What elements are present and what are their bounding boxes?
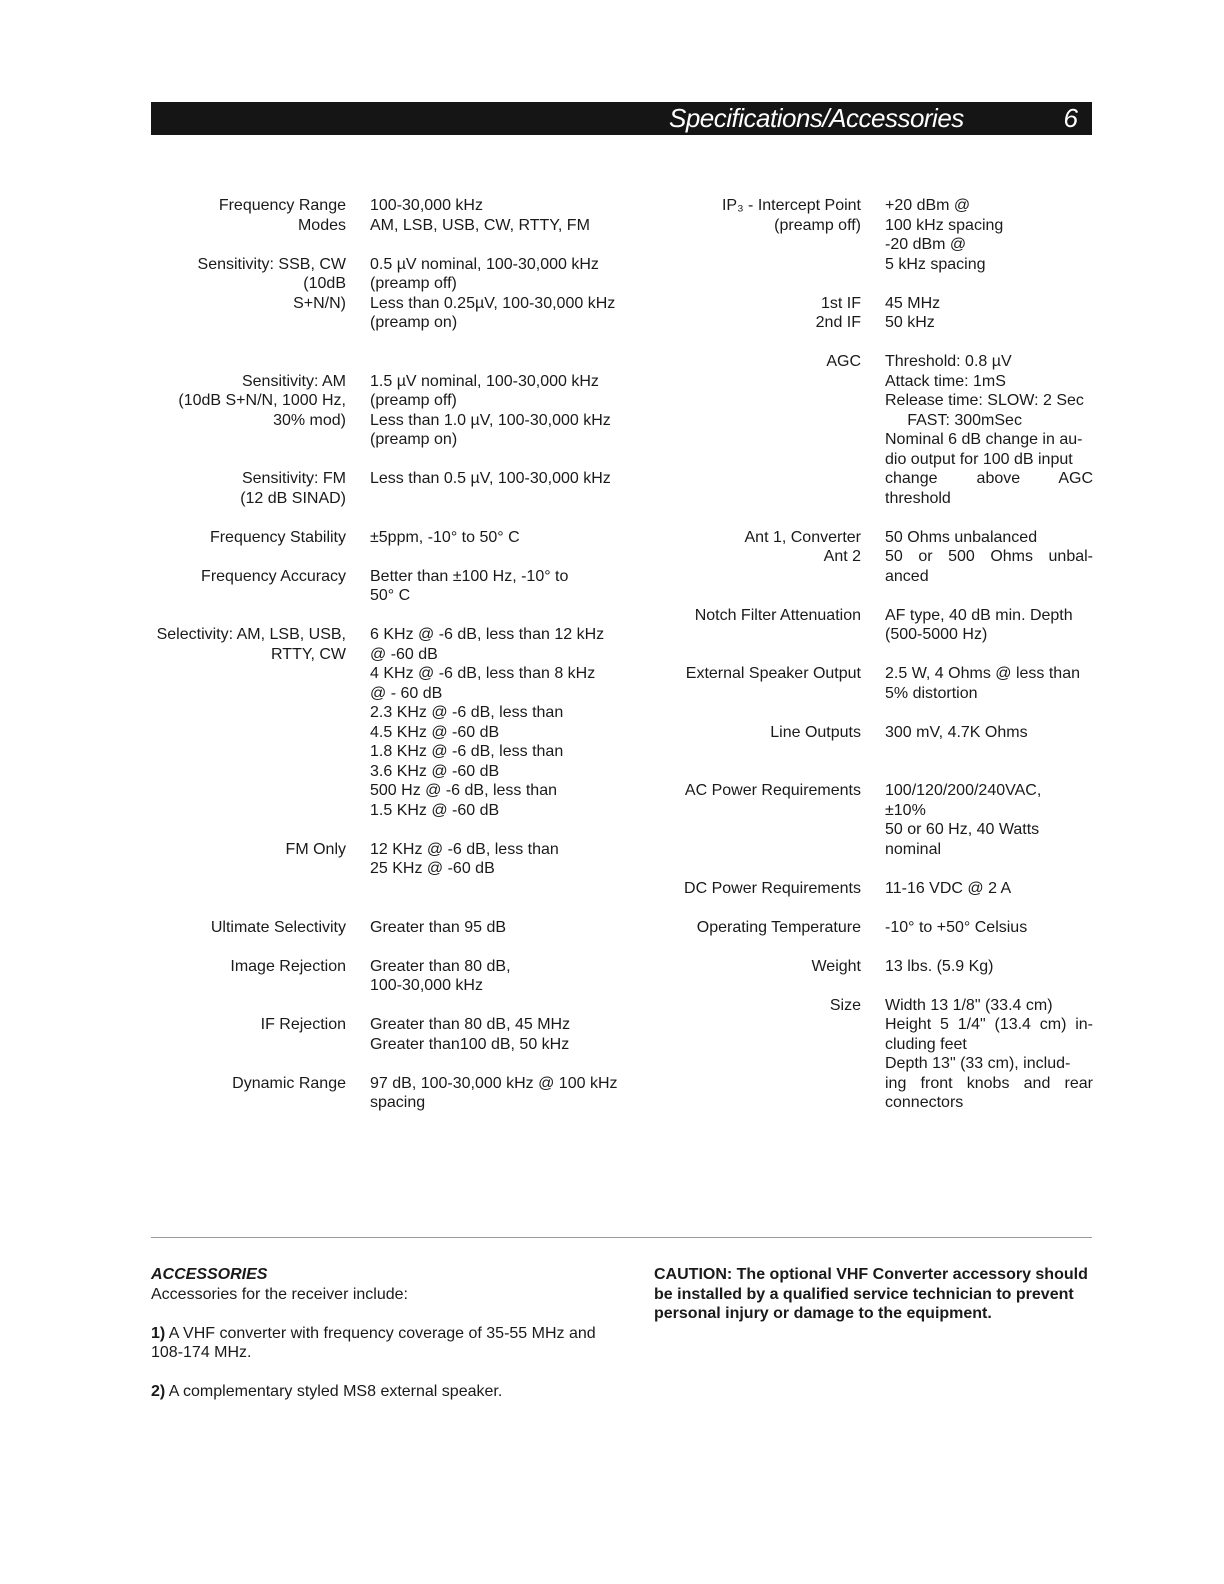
spec-value-line: @ -60 dB bbox=[370, 645, 438, 663]
spec-label-line: IP₃ - Intercept Point bbox=[721, 197, 861, 214]
spec-value-line: 100-30,000 kHz bbox=[370, 977, 483, 994]
spec-label bbox=[660, 196, 885, 274]
spec-value-line bbox=[370, 333, 631, 353]
spec-value-line: Attack time: 1mS bbox=[885, 372, 1006, 390]
spec-row bbox=[151, 918, 631, 938]
spec-value-line bbox=[885, 742, 1093, 762]
section-divider bbox=[151, 1237, 1092, 1238]
spec-label-line: FM Only bbox=[285, 840, 346, 858]
spec-value bbox=[370, 255, 631, 353]
spec-value-line: dio output for 100 dB input bbox=[885, 450, 1073, 468]
spec-row bbox=[660, 879, 1093, 899]
spec-label bbox=[151, 918, 370, 938]
spec-value-line: Less than 0.5 µV, 100-30,000 kHz bbox=[370, 470, 611, 487]
spec-value-line: (preamp off) bbox=[370, 275, 457, 292]
spec-value bbox=[885, 528, 1093, 587]
spec-value-line: nominal bbox=[885, 840, 942, 858]
spec-row bbox=[151, 625, 631, 820]
spec-row bbox=[660, 918, 1093, 938]
spec-value-line: 500 Hz @ -6 dB, less than bbox=[370, 782, 557, 799]
spec-value-line: threshold bbox=[885, 489, 951, 507]
spec-row bbox=[660, 723, 1093, 762]
spec-label-line: Sensitivity: FM bbox=[241, 470, 346, 487]
spec-value-line: 97 dB, 100-30,000 kHz @ 100 kHz bbox=[370, 1074, 618, 1092]
spec-value-line: 100 kHz spacing bbox=[885, 216, 1004, 234]
spec-value-line: Release time: SLOW: 2 Sec bbox=[885, 392, 1084, 409]
spec-label bbox=[151, 1015, 370, 1054]
accessory-item-2-text: A complementary styled MS8 external speaker. bbox=[168, 1383, 503, 1400]
spec-value-line: 50° C bbox=[370, 587, 411, 604]
spec-label-line: Size bbox=[829, 996, 861, 1014]
spec-label-line: 1st IF bbox=[820, 294, 861, 312]
page-title: Specifications/Accessories bbox=[669, 103, 964, 133]
spec-value bbox=[370, 840, 631, 899]
spec-label-line: AC Power Requirements bbox=[684, 782, 861, 799]
spec-label-line: Operating Temperature bbox=[696, 918, 861, 936]
spec-value-line: AM, LSB, USB, CW, RTTY, FM bbox=[370, 216, 590, 234]
spec-value-line: 5% distortion bbox=[885, 684, 978, 702]
spec-value-line: 50 kHz bbox=[885, 314, 935, 331]
spec-label bbox=[660, 606, 885, 645]
spec-value bbox=[885, 879, 1093, 899]
spec-label-line: (10dB S+N/N, 1000 Hz, bbox=[178, 392, 346, 409]
accessories-intro: Accessories for the receiver include: bbox=[151, 1285, 408, 1303]
spec-value bbox=[885, 664, 1093, 703]
spec-value-line: Nominal 6 dB change in au- bbox=[885, 431, 1083, 448]
spec-value-line: 5 kHz spacing bbox=[885, 255, 986, 273]
spec-value bbox=[885, 352, 1093, 508]
spec-row bbox=[151, 372, 631, 450]
spec-label-line: S+N/N) bbox=[293, 294, 346, 312]
spec-value-line: anced bbox=[885, 567, 929, 585]
spec-value-line: Better than ±100 Hz, -10° to bbox=[370, 567, 569, 585]
spec-label-line: Notch Filter Attenuation bbox=[694, 606, 861, 624]
spec-value-line: 6 KHz @ -6 dB, less than 12 kHz bbox=[370, 626, 605, 643]
spec-row bbox=[660, 196, 1093, 274]
spec-value-line: connectors bbox=[885, 1094, 964, 1111]
spec-value-line: 11-16 VDC @ 2 A bbox=[885, 879, 1012, 897]
spec-label bbox=[151, 196, 370, 235]
spec-label bbox=[660, 957, 885, 977]
spec-value-line: -20 dBm @ bbox=[885, 236, 967, 253]
spec-value bbox=[885, 918, 1093, 938]
spec-row bbox=[660, 781, 1093, 859]
spec-value-line: FAST: 300mSec bbox=[885, 411, 1022, 429]
spec-value-line: 2.3 KHz @ -6 dB, less than bbox=[370, 704, 564, 721]
spec-value-line: 100/120/200/240VAC, bbox=[885, 782, 1042, 799]
spec-value bbox=[885, 294, 1093, 333]
spec-value-line: -10° to +50° Celsius bbox=[885, 918, 1028, 936]
spec-value-line: 0.5 µV nominal, 100-30,000 kHz bbox=[370, 255, 599, 273]
spec-value-line: 50 or 500 Ohms unbal- bbox=[885, 548, 1093, 565]
spec-value bbox=[885, 606, 1093, 645]
spec-value-line: Greater than 80 dB, 45 MHz bbox=[370, 1016, 571, 1033]
spec-label-line: RTTY, CW bbox=[271, 645, 346, 663]
spec-label bbox=[660, 528, 885, 587]
accessory-item-2 bbox=[151, 1382, 611, 1402]
spec-value-line: @ - 60 dB bbox=[370, 684, 443, 702]
spec-label-line: External Speaker Output bbox=[685, 665, 861, 682]
spec-value bbox=[885, 781, 1093, 859]
spec-label-line: Frequency Range bbox=[218, 197, 346, 214]
spec-value-line: 1.5 µV nominal, 100-30,000 kHz bbox=[370, 372, 599, 390]
spec-value-line: Greater than 95 dB bbox=[370, 918, 507, 936]
spec-row bbox=[151, 840, 631, 899]
spec-value bbox=[370, 625, 631, 820]
spec-value-line: 1.5 KHz @ -60 dB bbox=[370, 801, 500, 819]
spec-label bbox=[660, 294, 885, 333]
spec-label bbox=[660, 781, 885, 859]
spec-label bbox=[151, 957, 370, 996]
spec-row bbox=[151, 196, 631, 235]
spec-label-line: Modes bbox=[297, 216, 346, 234]
spec-value-line: spacing bbox=[370, 1094, 426, 1111]
spec-value-line: Width 13 1/8" (33.4 cm) bbox=[885, 996, 1053, 1014]
spec-row bbox=[660, 957, 1093, 977]
accessories-section bbox=[151, 1265, 611, 1421]
spec-value bbox=[370, 567, 631, 606]
spec-value-line: 13 lbs. (5.9 Kg) bbox=[885, 957, 994, 975]
spec-label-line: Weight bbox=[811, 957, 861, 975]
spec-value-line: 50 Ohms unbalanced bbox=[885, 528, 1038, 546]
spec-value-line: Less than 1.0 µV, 100-30,000 kHz bbox=[370, 411, 611, 429]
spec-label-line: Line Outputs bbox=[770, 723, 861, 741]
spec-value-line: 4.5 KHz @ -60 dB bbox=[370, 723, 500, 741]
spec-value-line: 25 KHz @ -60 dB bbox=[370, 860, 495, 877]
spec-value bbox=[370, 469, 631, 508]
spec-label-line: Selectivity: AM, LSB, USB, bbox=[156, 626, 346, 643]
spec-label bbox=[151, 625, 370, 820]
spec-value bbox=[370, 957, 631, 996]
spec-label bbox=[660, 664, 885, 703]
spec-row bbox=[660, 606, 1093, 645]
specs-right-column bbox=[660, 196, 1093, 1132]
spec-label-line: Dynamic Range bbox=[232, 1074, 346, 1092]
spec-value bbox=[370, 1074, 631, 1113]
spec-value-line: (preamp on) bbox=[370, 314, 458, 331]
spec-value-line: ing front knobs and rear bbox=[885, 1074, 1093, 1092]
spec-label bbox=[660, 352, 885, 508]
spec-value-line: +20 dBm @ bbox=[885, 197, 971, 214]
spec-value bbox=[370, 372, 631, 450]
spec-label-line: Frequency Stability bbox=[209, 528, 346, 546]
spec-value bbox=[370, 528, 631, 548]
spec-value-line: 2.5 W, 4 Ohms @ less than bbox=[885, 665, 1080, 682]
spec-label-line: Image Rejection bbox=[230, 957, 346, 975]
spec-value-line: Threshold: 0.8 µV bbox=[885, 353, 1012, 370]
spec-value bbox=[885, 957, 1093, 977]
spec-value-line: 3.6 KHz @ -60 dB bbox=[370, 762, 500, 780]
spec-label-line: Ultimate Selectivity bbox=[210, 918, 346, 936]
spec-row bbox=[151, 528, 631, 548]
spec-label-line: (12 dB SINAD) bbox=[240, 489, 346, 507]
spec-label-line: IF Rejection bbox=[260, 1016, 346, 1033]
caution-note: CAUTION: The optional VHF Converter accessory should be installed by a qualified service technician to prevent personal injury or damage to the equipment. bbox=[654, 1266, 1088, 1322]
spec-value-line: 1.8 KHz @ -6 dB, less than bbox=[370, 743, 564, 760]
accessory-item-2-number: 2) bbox=[151, 1383, 166, 1400]
spec-value-line: (preamp on) bbox=[370, 431, 458, 448]
spec-value bbox=[885, 723, 1093, 762]
spec-row bbox=[151, 567, 631, 606]
header-bar bbox=[151, 102, 1092, 135]
accessory-item-1-text: A VHF converter with frequency coverage of 35-55 MHz and 108-174 MHz. bbox=[151, 1324, 596, 1361]
spec-label bbox=[151, 840, 370, 899]
spec-label bbox=[151, 528, 370, 548]
spec-row bbox=[660, 294, 1093, 333]
spec-label bbox=[151, 255, 370, 353]
spec-row bbox=[151, 1015, 631, 1054]
spec-label-line: 30% mod) bbox=[273, 411, 346, 429]
spec-value-line: (500-5000 Hz) bbox=[885, 626, 988, 643]
spec-label bbox=[660, 879, 885, 899]
spec-label bbox=[151, 567, 370, 606]
spec-value bbox=[370, 1015, 631, 1054]
spec-label bbox=[660, 723, 885, 762]
accessory-item-1 bbox=[151, 1324, 611, 1363]
spec-value-line: AF type, 40 dB min. Depth bbox=[885, 606, 1073, 624]
spec-row bbox=[660, 352, 1093, 508]
spec-value-line: 4 KHz @ -6 dB, less than 8 kHz bbox=[370, 665, 596, 682]
spec-row bbox=[660, 528, 1093, 587]
specs-left-column bbox=[151, 196, 631, 1132]
spec-label-line: Ant 1, Converter bbox=[744, 528, 861, 546]
spec-label bbox=[151, 1074, 370, 1113]
spec-row bbox=[151, 255, 631, 353]
spec-value-line: 50 or 60 Hz, 40 Watts bbox=[885, 821, 1040, 838]
spec-value-line: 300 mV, 4.7K Ohms bbox=[885, 723, 1028, 741]
spec-row bbox=[151, 957, 631, 996]
spec-label-line: Ant 2 bbox=[823, 548, 861, 565]
page-number: 6 bbox=[1063, 103, 1078, 133]
spec-row bbox=[151, 469, 631, 508]
spec-value-line: Greater than100 dB, 50 kHz bbox=[370, 1035, 570, 1053]
spec-label-line: Frequency Accuracy bbox=[201, 567, 346, 585]
spec-label-line: Sensitivity: AM bbox=[241, 372, 346, 390]
spec-label-line: AGC bbox=[826, 353, 861, 370]
spec-value-line: Less than 0.25µV, 100-30,000 kHz bbox=[370, 294, 616, 312]
spec-label-line: DC Power Requirements bbox=[684, 879, 861, 897]
spec-value-line: 100-30,000 kHz bbox=[370, 197, 483, 214]
spec-value bbox=[885, 996, 1093, 1113]
spec-row bbox=[660, 664, 1093, 703]
accessory-item-1-number: 1) bbox=[151, 1324, 166, 1342]
spec-label-line: Sensitivity: SSB, CW (10dB bbox=[197, 255, 351, 292]
spec-value-line: Greater than 80 dB, bbox=[370, 957, 511, 975]
spec-value bbox=[370, 196, 631, 235]
spec-label bbox=[660, 918, 885, 938]
spec-label bbox=[151, 372, 370, 450]
spec-value-line: 12 KHz @ -6 dB, less than bbox=[370, 840, 559, 858]
spec-label-line: (preamp off) bbox=[774, 216, 861, 234]
spec-value-line: Height 5 1/4" (13.4 cm) in- bbox=[885, 1016, 1093, 1033]
spec-value bbox=[885, 196, 1093, 274]
spec-value-line: change above AGC bbox=[885, 470, 1093, 487]
spec-label bbox=[660, 996, 885, 1113]
spec-value-line bbox=[370, 879, 631, 899]
spec-value-line: ±5ppm, -10° to 50° C bbox=[370, 528, 520, 546]
accessories-title: ACCESSORIES bbox=[151, 1266, 268, 1283]
spec-value-line: ±10% bbox=[885, 801, 926, 819]
spec-value-line: 45 MHz bbox=[885, 294, 941, 312]
spec-row bbox=[151, 1074, 631, 1113]
spec-label-line: 2nd IF bbox=[815, 314, 861, 331]
spec-value-line: cluding feet bbox=[885, 1035, 967, 1053]
spec-label bbox=[151, 469, 370, 508]
spec-value bbox=[370, 918, 631, 938]
spec-row bbox=[660, 996, 1093, 1113]
spec-value-line: Depth 13" (33 cm), includ- bbox=[885, 1055, 1071, 1072]
spec-value-line: (preamp off) bbox=[370, 392, 457, 409]
